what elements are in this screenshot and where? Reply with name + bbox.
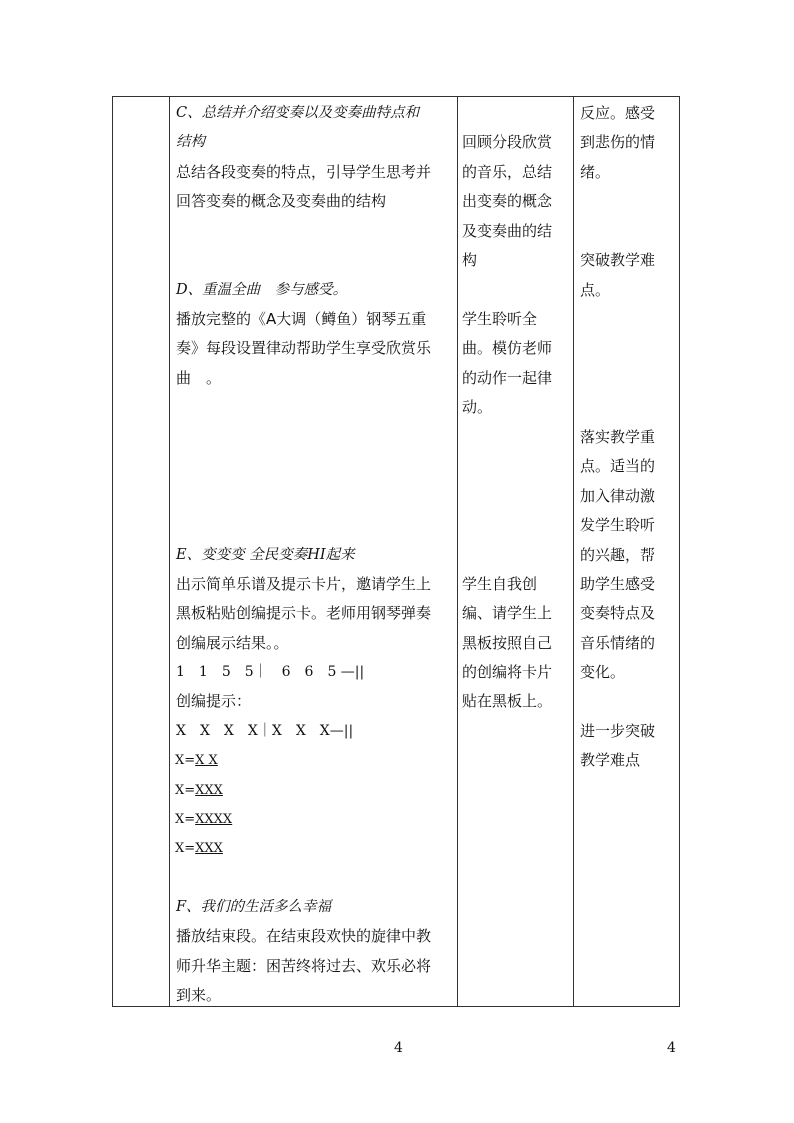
student-text: 学生聆听全 — [462, 310, 538, 328]
section-d-title: D、重温全曲 参与感受。 — [176, 282, 348, 298]
section-d-body: 播放完整的《A大调（鳟鱼）钢琴五重 — [176, 310, 427, 328]
intent-text: 到悲伤的情 — [580, 133, 656, 151]
intent-text: 反应。感受 — [580, 104, 656, 122]
section-e-body: 出示简单乐谱及提示卡片，邀请学生上 — [176, 575, 432, 593]
section-e-body: 黑板粘贴创编提示卡。老师用钢琴弹奏 — [176, 604, 432, 622]
student-text: 及变奏曲的结 — [462, 222, 553, 240]
intent-text: 变奏特点及 — [580, 604, 656, 622]
hint-label: 创编提示： — [176, 692, 252, 710]
intent-text: 落实教学重 — [580, 428, 656, 446]
section-f-body: 师升华主题：困苦终将过去、欢乐必将 — [176, 957, 432, 975]
column-divider — [573, 97, 574, 1006]
hint-pattern: X X X X｜X X X—|| — [176, 723, 354, 739]
intent-text: 点。 — [580, 281, 611, 299]
rhythm-line: X=XXX — [175, 783, 223, 798]
section-c-body: 总结各段变奏的特点，引导学生思考并 — [176, 163, 432, 181]
page-number-right: 4 — [667, 1040, 676, 1056]
section-d-body: 曲 。 — [176, 369, 222, 387]
intent-text: 发学生聆听 — [580, 516, 656, 534]
intent-text: 加入律动激 — [580, 487, 656, 505]
student-text: 动。 — [462, 398, 493, 416]
section-f-body: 播放结束段。在结束段欢快的旋律中教 — [176, 927, 432, 945]
intent-text: 绪。 — [580, 163, 611, 181]
student-text: 编、请学生上 — [462, 604, 553, 622]
rhythm-line: X=X X — [175, 753, 218, 768]
section-f-body: 到来。 — [176, 986, 222, 1004]
music-score: 1 1 5 5｜ 6 6 5 —|| — [176, 664, 365, 680]
section-c-body: 回答变奏的概念及变奏曲的结构 — [176, 192, 387, 210]
section-c-title-cont: 结构 — [176, 134, 205, 150]
intent-text: 变化。 — [580, 663, 626, 681]
section-d-body: 奏》每段设置律动帮助学生享受欣赏乐 — [176, 339, 432, 357]
intent-text: 教学难点 — [580, 751, 641, 769]
column-divider — [169, 97, 170, 1006]
intent-text: 音乐情绪的 — [580, 634, 656, 652]
intent-text: 进一步突破 — [580, 722, 656, 740]
student-text: 回顾分段欣赏 — [462, 133, 553, 151]
section-e-body: 创编展示结果。。 — [176, 634, 289, 652]
intent-text: 助学生感受 — [580, 575, 656, 593]
student-text: 贴在黑板上。 — [462, 692, 553, 710]
student-text: 的音乐，总结 — [462, 163, 553, 181]
rhythm-line: X=XXX — [175, 841, 223, 856]
student-text: 学生自我创 — [462, 575, 538, 593]
student-text: 出变奏的概念 — [462, 192, 553, 210]
student-text: 黑板按照自己 — [462, 634, 553, 652]
student-text: 构 — [462, 251, 478, 269]
intent-text: 的兴趣，帮 — [580, 546, 656, 564]
section-f-title: F、我们的生活多么幸福 — [176, 899, 332, 915]
rhythm-line: X=XXXX — [175, 812, 233, 827]
student-text: 曲。模仿老师 — [462, 339, 553, 357]
section-c-title: C、总结并介绍变奏以及变奏曲特点和 — [176, 105, 420, 121]
page-number-center: 4 — [394, 1040, 403, 1056]
section-e-title: E、变变变 全民变奏HI起来 — [176, 547, 355, 563]
intent-text: 突破教学难 — [580, 251, 656, 269]
student-text: 的创编将卡片 — [462, 663, 553, 681]
student-text: 的动作一起律 — [462, 369, 553, 387]
intent-text: 点。适当的 — [580, 457, 656, 475]
column-divider — [457, 97, 458, 1006]
